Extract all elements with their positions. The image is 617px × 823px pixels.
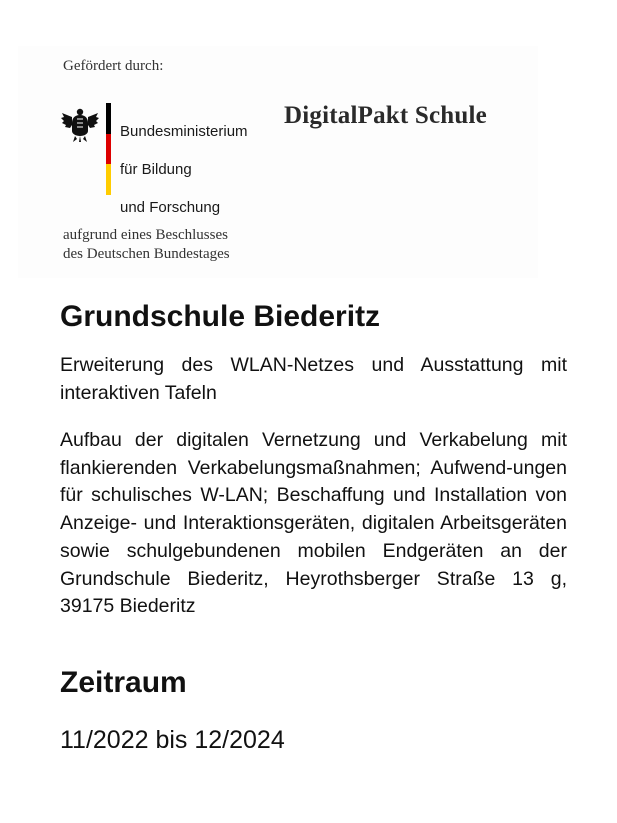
bundestag-note [63, 226, 230, 264]
project-description: Aufbau der digitalen Vernetzung und Verkabelung mit flankierenden Verkabelungsmaßnahmen; Aufwend-ungen für schulisches W-LAN; Beschaffung und Installation von Anzeige- und Interaktionsgeräten, digitalen Arbeitsgeräten sowie schulgebundenen mobilen Endgeräten an der Grundschule Biederitz, Heyrothsberger Straße 13 g, 39175 Biederitz [60, 429, 567, 618]
ministry-line-1: Bundesministerium [120, 123, 248, 140]
flag-stripe-red [106, 134, 111, 165]
german-flag-bar [106, 103, 111, 195]
school-title: Grundschule Biederitz [60, 300, 381, 333]
sponsor-label: Gefördert durch: [63, 58, 164, 74]
federal-eagle-icon [60, 103, 100, 143]
period-value: 11/2022 bis 12/2024 [60, 726, 285, 754]
project-subtitle: Erweiterung des WLAN-Netzes und Ausstattung mit interaktiven Tafeln [60, 354, 567, 404]
ministry-line-3: und Forschung [120, 199, 221, 216]
digitalpakt-logo: DigitalPakt Schule [284, 102, 487, 129]
flag-stripe-gold [106, 164, 111, 195]
flag-stripe-black [106, 103, 111, 134]
ministry-line-2: für Bildung [120, 161, 192, 178]
period-heading: Zeitraum [60, 666, 187, 699]
note-line-2: des Deutschen Bundestages [63, 246, 230, 262]
note-line-1: aufgrund eines Beschlusses [63, 227, 228, 243]
ministry-name [120, 103, 248, 236]
